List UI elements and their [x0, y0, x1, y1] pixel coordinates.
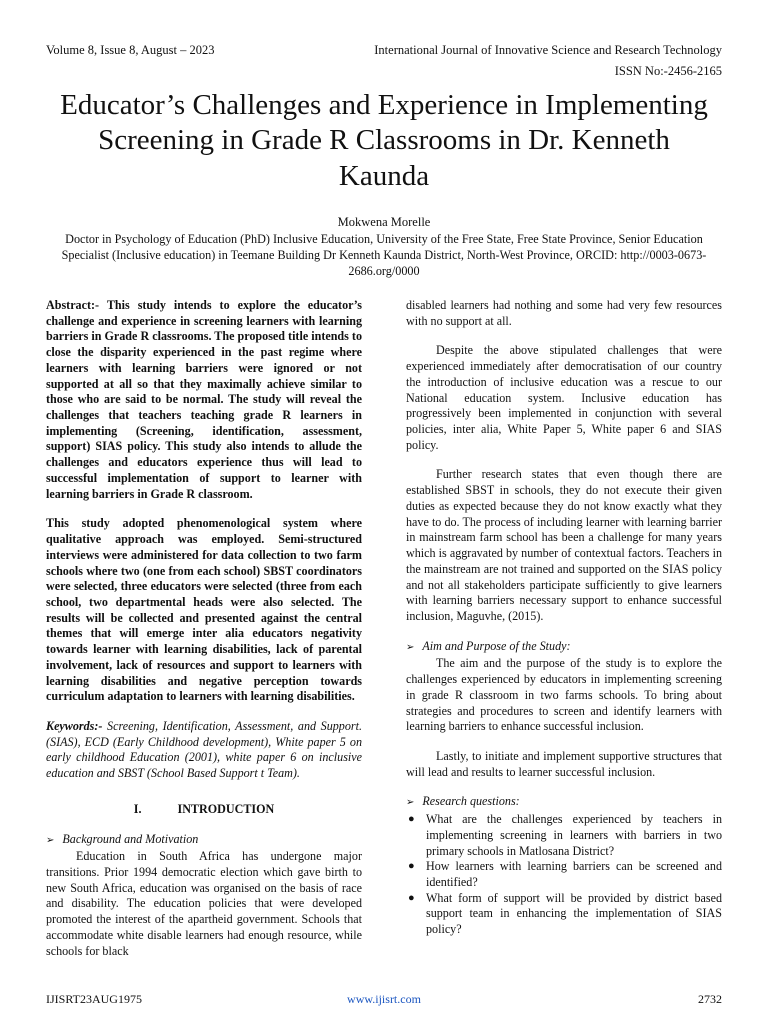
section-number: I.: [133, 801, 142, 816]
arrow-bullet-icon: ➢: [406, 641, 415, 653]
subheading-research-questions: [406, 794, 722, 810]
list-item: [406, 859, 722, 890]
question-text: How learners with learning barriers can be screened and identified?: [426, 859, 722, 889]
journal-volume: Volume 8, Issue 8, August – 2023: [46, 43, 215, 57]
list-item: [406, 812, 722, 859]
abstract-paragraph-1: Abstract:- This study intends to explore the educator’s challenge and experience in screening learners with learning barriers in Grade R classrooms. The proposed title intends to close the disparity experienced in the past regime where learners with learning barriers were ignored or not supported at all so that they maximally achieve similar to those who are said to be normal. The study will reveal the challenges that teachers teaching grade R learners in implementing (Screening, identification, assessment, support) SIAS policy. This study also intends to allude the challenges and educators experience thus will lead to successful implementation of support to learner with learning barriers in Grade R classroom.: [46, 298, 362, 501]
paper-code: IJISRT23AUG1975: [46, 992, 142, 1006]
journal-name: International Journal of Innovative Science and Research Technology: [374, 43, 722, 57]
lastly-paragraph: Lastly, to initiate and implement supportive structures that will lead and results to learner successful inclusion.: [406, 748, 722, 779]
question-text: What form of support will be provided by district based support team in enhancing the implementation of SIAS policy?: [426, 890, 722, 937]
right-paragraph-2: Despite the above stipulated challenges that were experienced immediately after democratisation of our country the introduction of inclusive education was a rescue to our National education system. Inclusive education has progressively been implemented in conjunction with several policies, inter alia, White Paper 5, White paper 6 and SIAS policy.: [406, 343, 722, 452]
right-paragraph-3: Further research states that even though there are established SBST in schools, they do not execute their given duties as expected because they do not know exactly what they have to do. The process of including learner with learning barrier in mainstream farm school has been a challenge for many years which is aggravated by number of contextual factors. Teachers in the mainstream are not trained and supported on the SIAS policy and not all stakeholders participate sufficiently to give learners with learning barriers necessary support to enhance successful inclusion, Maguvhe, (2015).: [406, 467, 722, 623]
right-column: [406, 298, 722, 938]
keywords-text: Screening, Identification, Assessment, and Support. (SIAS), ECD (Early Childhood development), White paper 5 on early childhood Education (2001), white paper 6 on inclusive education and SBST (School Based Support t Team).: [46, 718, 362, 781]
round-bullet-icon: ●: [408, 813, 415, 826]
keywords-label: Keywords:-: [46, 718, 103, 733]
research-questions-list: [406, 812, 722, 938]
page-number: 2732: [698, 992, 722, 1006]
subheading-label: Background and Motivation: [62, 831, 199, 846]
paper-title: Educator’s Challenges and Experience in Implementing Screening in Grade R Classrooms in Dr. Kenneth Kaunda: [60, 89, 708, 192]
author-name: Mokwena Morelle: [337, 215, 431, 229]
round-bullet-icon: ●: [408, 891, 415, 904]
author-affiliation: Doctor in Psychology of Education (PhD) Inclusive Education, University of the Free State, Free State Province, Senior Education Specialist (Inclusive education) in Teemane Building Dr Kenneth Kaunda District, North-West Province, ORCID: http://0003-0673-2686.org/0000: [61, 232, 707, 279]
arrow-bullet-icon: ➢: [406, 797, 415, 809]
subheading-background: [46, 832, 362, 848]
left-column: [46, 298, 362, 973]
intro-paragraph: Education in South Africa has undergone major transitions. Prior 1994 democratic election which gave birth to new South Africa, education was organised on the basis of race and disability. The education policies that were developed promoted the interest of the apartheid government. Schools that accommodate white disable learners had enough resource, while schools for black: [46, 849, 362, 958]
section-heading-introduction: [46, 802, 362, 818]
subheading-aim: [406, 639, 722, 655]
journal-url-link[interactable]: www.ijisrt.com: [347, 992, 421, 1006]
section-title: INTRODUCTION: [177, 801, 275, 816]
question-text: What are the challenges experienced by teachers in implementing screening in learners with barriers in two primary schools in Matlosana District?: [426, 812, 722, 858]
list-item: [406, 891, 722, 938]
subheading-label: Aim and Purpose of the Study:: [422, 638, 571, 653]
subheading-label: Research questions:: [422, 794, 520, 809]
abstract-paragraph-2: This study adopted phenomenological system where qualitative approach was employed. Semi-structured interviews were administered for data collection to two farm schools where two (one from each school) SBST coordinators were selected, three educators were selected (three from each school, two departmental heads were also selected. The results will be collected and presented against the central themes that will emerge inter alia educators negativity towards learner with learning disabilities, lack of parental involvement, lack of resources and support to learners with learning disabilities and negative perception towards curriculum adaptation to learners with learning disabilities.: [46, 516, 362, 704]
right-paragraph-1: disabled learners had nothing and some had very few resources with no support at all.: [406, 298, 722, 328]
aim-paragraph: The aim and the purpose of the study is to explore the challenges experienced by educators in implementing screening in grade R classroom in two farms schools. To bring about strategies and procedures to screen and identify learners with learning barriers to enhance successful inclusion.: [406, 656, 722, 734]
round-bullet-icon: ●: [408, 860, 415, 873]
keywords: [46, 719, 362, 782]
arrow-bullet-icon: ➢: [46, 834, 55, 846]
journal-issn: ISSN No:-2456-2165: [614, 64, 722, 78]
